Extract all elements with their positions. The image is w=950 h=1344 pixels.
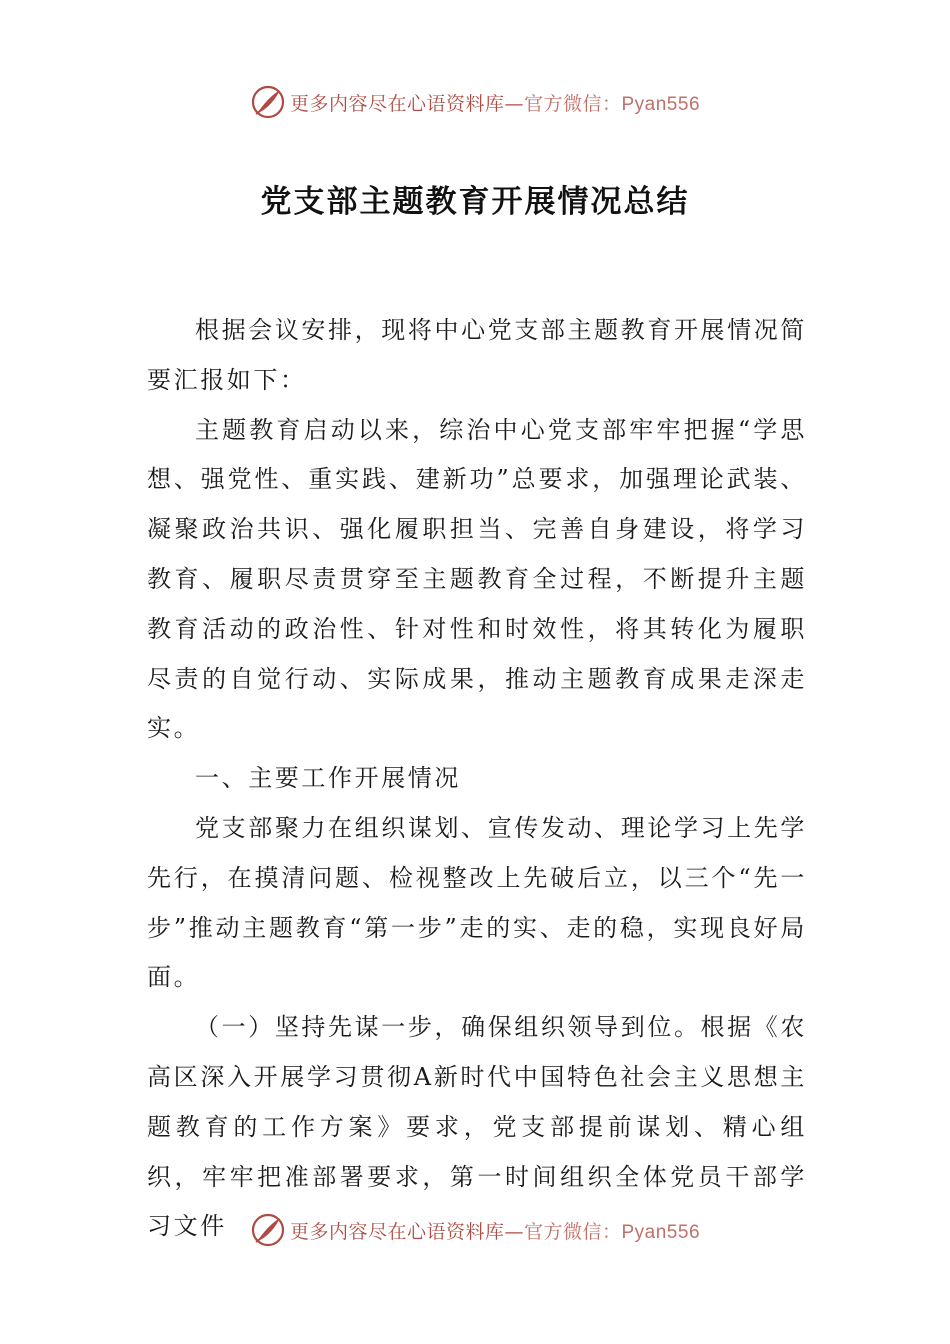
quill-logo-icon [250,1212,286,1248]
footer-banner [0,1210,950,1250]
paragraph: （一）坚持先谋一步，确保组织领导到位。根据《农高区深入开展学习贯彻A新时代中国特色社会主义思想主题教育的工作方案》要求，党支部提前谋划、精心组织，牢牢把准部署要求，第一时间组织全体党员干部学习文件 [147,1013,807,1241]
section-heading: 一、主要工作开展情况 [195,764,461,793]
document-title: 党支部主题教育开展情况总结 [260,184,690,220]
quill-logo-icon [250,84,286,120]
header-banner [0,82,950,122]
header-banner-text: 更多内容尽在心语资料库—官方微信：Pyan556 [289,92,701,115]
footer-banner-text: 更多内容尽在心语资料库—官方微信：Pyan556 [289,1220,701,1243]
document-body [147,306,807,1252]
paragraph: 根据会议安排，现将中心党支部主题教育开展情况简要汇报如下： [147,316,807,394]
paragraph: 党支部聚力在组织谋划、宣传发动、理论学习上先学先行，在摸清问题、检视整改上先破后立，以三个“先一步”推动主题教育“第一步”走的实、走的稳，实现良好局面。 [147,813,807,992]
paragraph: 主题教育启动以来，综治中心党支部牢牢把握“学思想、强党性、重实践、建新功”总要求，加强理论武装、凝聚政治共识、强化履职担当、完善自身建设，将学习教育、履职尽责贯穿至主题教育全过程，不断提升主题教育活动的政治性、针对性和时效性，将其转化为履职尽责的自觉行动、实际成果，推动主题教育成果走深走实。 [147,415,807,743]
